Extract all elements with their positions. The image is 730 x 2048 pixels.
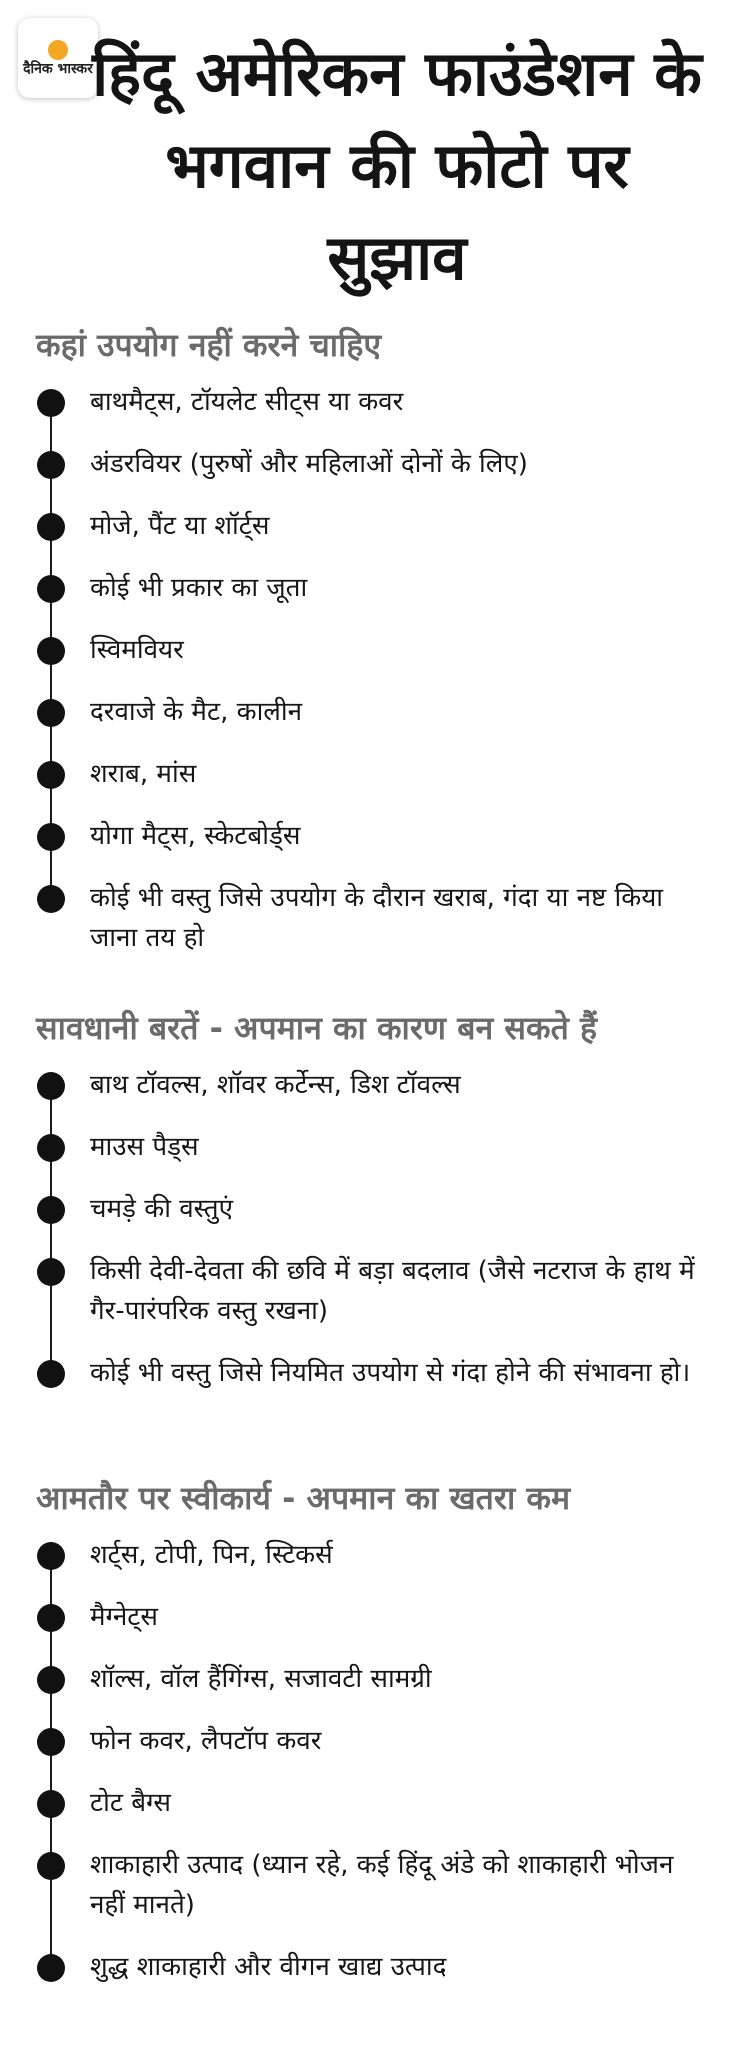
list-item <box>36 692 716 732</box>
item-text: बाथमैट्स, टॉयलेट सीट्स या कवर <box>90 387 404 417</box>
item-text: किसी देवी-देवता की छवि में बड़ा बदलाव (जैसे नटराज के हाथ में गैर-पारंपरिक वस्तु रखना) <box>90 1256 695 1326</box>
section-heading: सावधानी बरतें - अपमान का कारण बन सकते हैं <box>36 1009 597 1047</box>
bullet-dot-icon <box>37 1258 65 1286</box>
item-text: शर्ट्स, टोपी, पिन, स्टिकर्स <box>90 1540 333 1570</box>
item-text: कोई भी वस्तु जिसे नियमित उपयोग से गंदा होने की संभावना हो। <box>90 1358 691 1388</box>
bullet-dot-icon <box>37 513 65 541</box>
bullet-dot-icon <box>37 1072 65 1100</box>
bullet-dot-icon <box>37 699 65 727</box>
bullet-dot-icon <box>37 575 65 603</box>
list-item <box>36 1535 716 1575</box>
bullet-dot-icon <box>37 1134 65 1162</box>
list-item <box>36 1845 716 1925</box>
list-item <box>36 1353 716 1393</box>
brand-logo <box>18 18 98 98</box>
list-item <box>36 630 716 670</box>
logo-text: दैनिक भास्कर <box>23 60 93 77</box>
bullet-dot-icon <box>37 451 65 479</box>
bullet-dot-icon <box>37 1604 65 1632</box>
item-text: दरवाजे के मैट, कालीन <box>90 697 303 727</box>
list-item <box>36 1251 716 1331</box>
bullet-dot-icon <box>37 389 65 417</box>
item-text: कोई भी वस्तु जिसे उपयोग के दौरान खराब, गंदा या नष्ट किया जाना तय हो <box>90 883 664 953</box>
list-item <box>36 1127 716 1167</box>
bullet-dot-icon <box>37 1542 65 1570</box>
bullet-dot-icon <box>37 1728 65 1756</box>
item-text: योगा मैट्स, स्केटबोर्ड्स <box>90 821 301 851</box>
item-text: मैग्नेट्स <box>90 1602 158 1632</box>
bullet-dot-icon <box>37 1954 65 1982</box>
item-text: शुद्ध शाकाहारी और वीगन खाद्य उत्पाद <box>90 1952 447 1982</box>
item-list <box>36 382 716 958</box>
item-text: स्विमवियर <box>90 635 184 665</box>
item-text: टोट बैग्स <box>90 1788 171 1818</box>
bullet-dot-icon <box>37 885 65 913</box>
item-text: अंडरवियर (पुरुषों और महिलाओं दोनों के लिए) <box>90 449 528 479</box>
list-item <box>36 1597 716 1637</box>
bullet-dot-icon <box>37 1790 65 1818</box>
list-item <box>36 1783 716 1823</box>
item-text: शाकाहारी उत्पाद (ध्यान रहे, कई हिंदू अंडे को शाकाहारी भोजन नहीं मानते) <box>90 1850 674 1920</box>
list-item <box>36 754 716 794</box>
section-caution <box>36 1005 716 1415</box>
item-text: शराब, मांस <box>90 759 197 789</box>
bullet-dot-icon <box>37 1666 65 1694</box>
item-text: माउस पैड्स <box>90 1132 199 1162</box>
list-item <box>36 1721 716 1761</box>
bullet-dot-icon <box>37 1360 65 1388</box>
item-text: फोन कवर, लैपटॉप कवर <box>90 1726 322 1756</box>
list-item <box>36 1659 716 1699</box>
item-text: शॉल्स, वॉल हैंगिंग्स, सजावटी सामग्री <box>90 1664 432 1694</box>
item-text: कोई भी प्रकार का जूता <box>90 573 308 603</box>
list-item <box>36 568 716 608</box>
bullet-dot-icon <box>37 1196 65 1224</box>
item-text: मोजे, पैंट या शॉर्ट्स <box>90 511 270 541</box>
list-item <box>36 444 716 484</box>
bullet-dot-icon <box>37 637 65 665</box>
list-item <box>36 1065 716 1105</box>
list-item <box>36 1189 716 1229</box>
section-heading: आमतौर पर स्वीकार्य - अपमान का खतरा कम <box>36 1479 571 1517</box>
item-text: चमड़े की वस्तुएं <box>90 1194 233 1224</box>
list-item <box>36 878 716 958</box>
bullet-dot-icon <box>37 1852 65 1880</box>
list-item <box>36 1947 716 1987</box>
item-list <box>36 1535 716 1987</box>
logo-sun-icon <box>48 40 68 60</box>
bullet-dot-icon <box>37 761 65 789</box>
item-text: बाथ टॉवल्स, शॉवर कर्टेन्स, डिश टॉवल्स <box>90 1070 461 1100</box>
item-list <box>36 1065 716 1393</box>
list-item <box>36 816 716 856</box>
section-not-to-use <box>36 322 716 980</box>
page-title: हिंदू अमेरिकन फाउंडेशन के भगवान की फोटो पर सुझाव <box>92 37 702 294</box>
section-generally-acceptable <box>36 1475 716 2009</box>
section-heading: कहां उपयोग नहीं करने चाहिए <box>36 326 382 364</box>
list-item <box>36 382 716 422</box>
list-item <box>36 506 716 546</box>
bullet-dot-icon <box>37 823 65 851</box>
